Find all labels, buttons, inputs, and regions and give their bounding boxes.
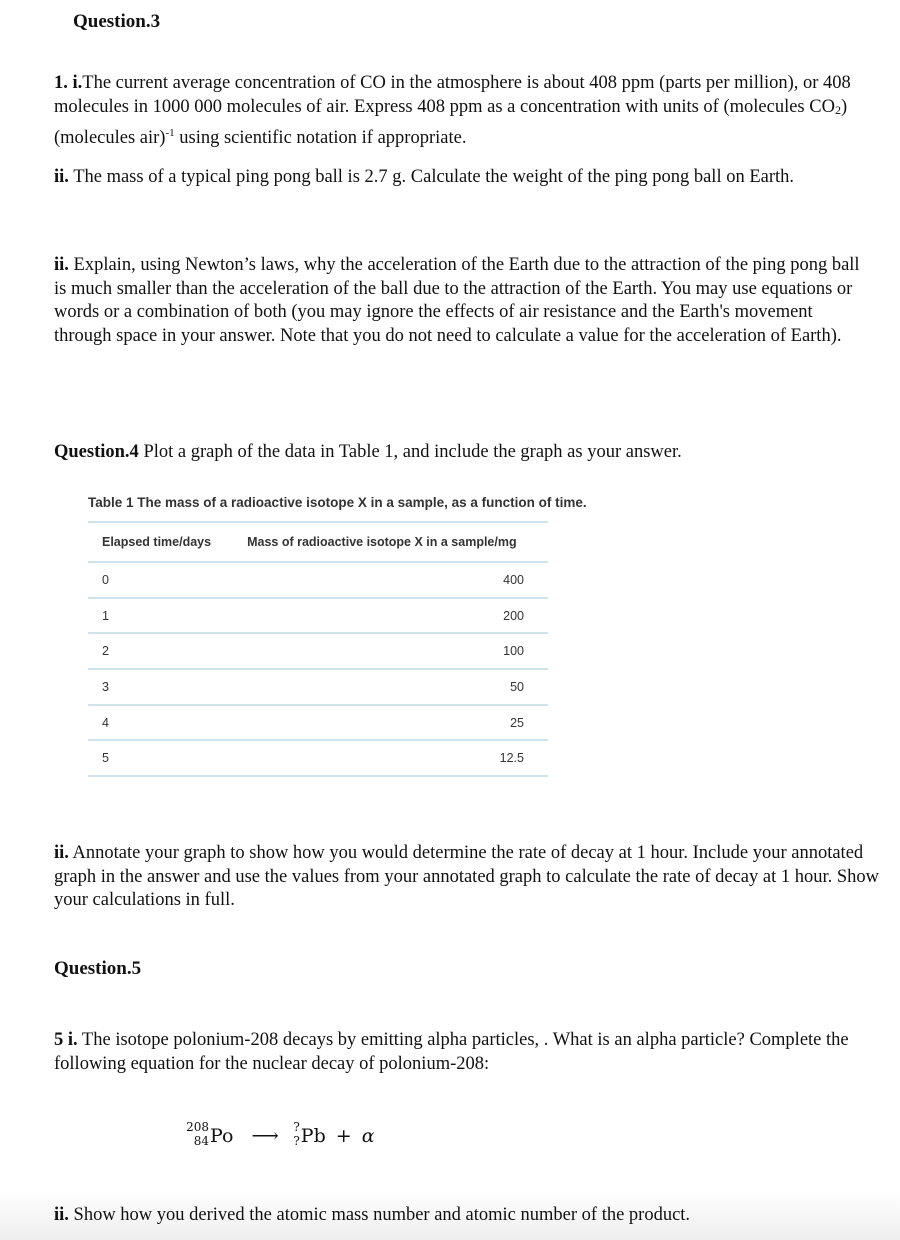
- q3-part-1-text-a: The current average concentration of CO in the atmosphere is about 408 ppm (parts per million), or 408 molecules in 1000 000 molecules of air. Express 408 ppm as a concentration with units of (molecules CO: [54, 73, 851, 117]
- q3-part-1-text-b: ) (molecules air): [54, 96, 848, 148]
- nuclear-decay-equation: [188, 1118, 375, 1154]
- reactant-atomic-number: 84: [193, 1134, 209, 1148]
- table-cell-time: 5: [88, 740, 233, 776]
- inverse-superscript: -1: [165, 127, 175, 139]
- q3-part-3-text: Explain, using Newton’s laws, why the acceleration of the Earth due to the attraction of the ping pong ball is much smaller than the acceleration of the ball due to the attraction of the Earth. You may use equations or words or a combination of both (you may ignore the effects of air resistance and the Earth's movement through space in your answer. Note that you do not need to calculate a value for the acceleration of Earth).: [54, 255, 860, 346]
- q4-part-2-paragraph: [54, 842, 884, 913]
- table-cell-time: 3: [88, 669, 233, 705]
- table-cell-time: 4: [88, 705, 233, 741]
- table-cell-time: 2: [88, 633, 233, 669]
- q4-part-2-text: Annotate your graph to show how you would determine the rate of decay at 1 hour. Include your annotated graph in the answer and use the values from your annotated graph to calculate the rate of decay at 1 hour. Show your calculations in full.: [54, 843, 880, 910]
- reactant-nuclide: [188, 1118, 233, 1154]
- table-1-caption: Table 1 The mass of a radioactive isotope X in a sample, as a function of time.: [88, 495, 587, 510]
- table-cell-mass: 100: [233, 633, 548, 669]
- question-5-title: Question.5: [54, 958, 142, 979]
- table-cell-time: 0: [88, 562, 233, 598]
- q5-part-2-label: ii.: [54, 1205, 69, 1225]
- table-header-mass: Mass of radioactive isotope X in a sample/mg: [233, 522, 548, 562]
- table-1: [88, 521, 548, 777]
- question-4-text: Plot a graph of the data in Table 1, and include the graph as your answer.: [138, 442, 682, 462]
- table-cell-mass: 200: [233, 598, 548, 634]
- product-nuclide: [291, 1118, 326, 1154]
- table-cell-mass: 25: [233, 705, 548, 741]
- table-row: [88, 669, 548, 705]
- q3-part-3-label: ii.: [54, 255, 69, 275]
- product-symbol: Pb: [300, 1125, 326, 1147]
- table-cell-mass: 400: [233, 562, 548, 598]
- q5-part-1-text: The isotope polonium-208 decays by emitting alpha particles, . What is an alpha particle? Complete the following equation for the nuclear decay of polonium-208:: [54, 1030, 849, 1074]
- q4-part-2-label: ii.: [54, 843, 69, 863]
- q5-part-2-paragraph: [54, 1204, 874, 1228]
- alpha-symbol: α: [361, 1125, 375, 1147]
- q5-part-1-paragraph: [54, 1029, 854, 1076]
- table-row: [88, 705, 548, 741]
- q3-part-3-paragraph: [54, 254, 874, 348]
- table-header-time: Elapsed time/days: [88, 522, 233, 562]
- question-3-title: Question.3: [73, 11, 161, 32]
- table-cell-time: 1: [88, 598, 233, 634]
- table-row: [88, 562, 548, 598]
- table-row: [88, 598, 548, 634]
- plus-sign: +: [335, 1125, 352, 1147]
- q3-part-1-paragraph: [54, 72, 874, 151]
- co2-subscript: 2: [834, 102, 841, 117]
- q3-part-1-label: 1. i.: [54, 73, 83, 93]
- reactant-mass-number: 208: [186, 1120, 209, 1134]
- q3-part-2-label: ii.: [54, 167, 69, 187]
- question-4-label: Question.4: [54, 442, 139, 462]
- product-atomic-number: ?: [293, 1134, 300, 1148]
- q5-part-1-label: 5 i.: [54, 1030, 78, 1050]
- table-cell-mass: 50: [233, 669, 548, 705]
- table-row: [88, 740, 548, 776]
- table-row: [88, 633, 548, 669]
- q3-part-1-text-c: using scientific notation if appropriate.: [174, 128, 467, 148]
- reaction-arrow: ⟶: [251, 1125, 279, 1147]
- product-mass-number: ?: [293, 1120, 300, 1134]
- table-header-row: [88, 522, 548, 562]
- q5-part-2-text: Show how you derived the atomic mass number and atomic number of the product.: [68, 1205, 691, 1225]
- reactant-symbol: Po: [210, 1125, 234, 1147]
- q3-part-2-paragraph: [54, 166, 854, 190]
- table-cell-mass: 12.5: [233, 740, 548, 776]
- question-4-prompt: [54, 442, 874, 463]
- q3-part-2-text: The mass of a typical ping pong ball is 2.7 g. Calculate the weight of the ping pong ball on Earth.: [68, 167, 795, 187]
